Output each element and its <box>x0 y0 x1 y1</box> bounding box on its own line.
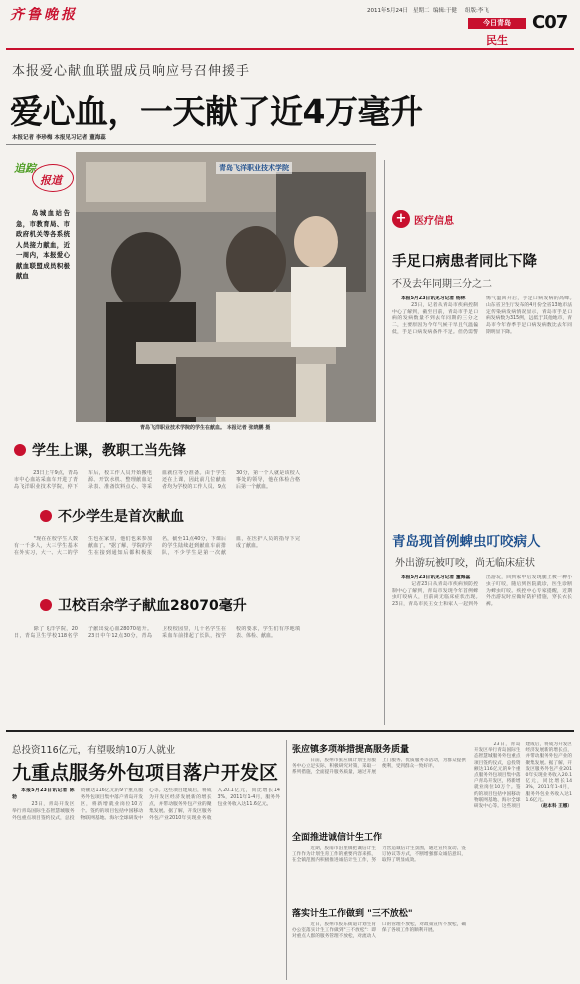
medical-info-label: 医疗信息 <box>414 215 454 227</box>
sub3-body <box>14 626 374 720</box>
bottom-body <box>12 788 280 980</box>
section-tab: 今日青岛 <box>468 18 526 29</box>
lead-intro-text: 岛城血站告急，市教育局、市政府机关等各系统人员接力献血，近一周内，本报爱心献血联盟成员积极献血 <box>16 209 70 280</box>
section-name: 民生 <box>486 34 508 47</box>
a2-body <box>292 846 466 886</box>
page-number: C07 <box>532 12 568 33</box>
sub3-heading <box>40 597 247 613</box>
art1-title: 手足口病患者同比下降 <box>392 254 537 270</box>
art1-byline: 本报5月23日讯见习记者 杨林 <box>401 296 466 301</box>
right-bottom-body <box>474 742 572 978</box>
medical-cross-icon: + <box>392 210 410 228</box>
art2-subtitle: 外出游玩被叮咬，尚无临床症状 <box>395 558 535 569</box>
medical-info-logo <box>392 208 454 230</box>
tracking-logo-a: 追踪 <box>14 162 36 175</box>
a1-body <box>292 758 466 802</box>
sub2-text: "现在在校学生人数有一千多人，大三学生基本在外实习，大一、大二的学生也在家里，他们也来参加献血了。"据了解，学院的学生在接到通知后都积极报名，截至11点40分，下课后的学生陆续赶到献血车前排队，不少学生是第一次献血，在医护人员的指导下完成了献血。 <box>14 536 300 556</box>
right-bottom-byline: （赵本科 王娜） <box>538 804 572 810</box>
a2-title: 全面推进诚信计生工作 <box>292 833 383 843</box>
tracking-report-logo <box>14 158 74 200</box>
masthead <box>0 0 580 50</box>
right-bottom-text: 23日，青岛开发区举行青岛国际生态智慧城服务外包重点项目签约仪式，总投资额达116亿元的9个重点服务外包项目集中落户青岛开发区，将新增就业岗位10万个。签约的项目包括中国移动物联网基地、海尔全球研发中心等。这些项目建成后，将成为开发区经济发展新的增长点，并带动服务外包产业的聚集发展。据了解，开发区服务外包产业2010年实现业务收入20.1亿元，同比增长143%，2011年1-4月，服务外包业务收入达11.6亿元。 <box>474 742 572 810</box>
art2-title: 青岛现首例蜱虫叮咬病人 <box>392 534 541 550</box>
masthead-editor: 编辑:于健 <box>433 8 457 14</box>
masthead-weekday: 星期二 <box>413 8 430 14</box>
art2-byline: 本报5月23日讯见习记者 董海蕊 <box>401 575 471 580</box>
sub1-text: 23日上午9点，青岛市中心血站采血车开进了青岛飞洋职业技术学院，停下车后，校工作人员开始搬电源、开饮水机、整理献血记录表、准备饮料点心、等采血就位等分准备。由于学生还在上课，因此前几位献血者均为学校的工作人员、9点30分，第一个人就是该校人事处的领导，他在体检合格后第一个献血。 <box>14 470 300 490</box>
masthead-date: 2011年5月24日 <box>367 8 408 14</box>
art1-body <box>392 296 572 504</box>
a3-title: 落实计生工作做到 "三不放松" <box>292 909 413 919</box>
a1-text: 日前，胶州市张应镇计划生育服务中心立足实际，积极研究对策，采取一系列措施，全面提升服务质量，通过开展上门服务、优质服务等活动，为群众提供便利，受到群众一致好评。 <box>292 758 466 776</box>
sub2-heading <box>40 508 184 524</box>
photo-image <box>76 152 376 422</box>
bottom-text: 23日，青岛开发区举行青岛国际生态智慧城服务外包重点项目签约仪式，总投资额达116亿元的9个重点服务外包项目集中落户青岛开发区，将新增就业岗位10万个。签约的项目包括中国移动物联网基地、海尔全球研发中心等。这些项目建成后，将成为开发区经济发展新的增长点，并带动服务外包产业的聚集发展。据了解，开发区服务外包产业2010年实现业务收入20.1亿元，同比增长143%，2011年1-4月，服务外包业务收入达11.6亿元。 <box>12 788 280 821</box>
art2-body <box>392 575 572 725</box>
masthead-logo: 齐鲁晚报 <box>10 7 78 23</box>
masthead-design: 组版:李飞 <box>465 8 489 14</box>
a3-text: 近日，胶州市胶东街道计划生育办公室落实计生工作做到"三不放松"：即对重点人群的服务管理不放松，对流动人口的管理不放松，对政策宣传不放松，确保了各项工作的顺利开展。 <box>292 922 466 940</box>
sub3-title: 卫校百余学子献血28070毫升 <box>58 598 247 614</box>
sub3-text: 除了飞洋学院，20日，青岛卫生学校118名学子献出爱心血28070毫升。23日中午12点30分，青岛卫校校园里，几十名学生在采血车前排起了长队，按学校的要求，学生们有序地填表、体检、献血。 <box>14 626 300 639</box>
tracking-logo-b: 报道 <box>40 174 62 187</box>
sub2-title: 不少学生是首次献血 <box>58 509 184 525</box>
bottom-headline: 九重点服务外包项目落户开发区 <box>12 762 279 784</box>
sub1-title: 学生上课，教职工当先锋 <box>32 443 186 459</box>
a1-title: 张应镇多项举措提高服务质量 <box>292 745 410 755</box>
photo-caption: 青岛飞洋职业技术学院的学生在献血。 本报记者 张晓鹏 摄 <box>140 425 271 431</box>
bullet-icon <box>40 599 52 611</box>
sub1-heading <box>14 442 186 458</box>
lead-kicker: 本报爱心献血联盟成员响应号召伸援手 <box>12 64 251 79</box>
bullet-icon <box>14 444 26 456</box>
lead-byline: 本报记者 李珍梅 本报见习记者 董海蕊 <box>12 135 106 141</box>
art2-text: 记者23日从青岛市疾病预防控制中心了解到，青岛市发现今年首例蜱虫叮咬病人，目前尚无临床症状出现。 23日，青岛市民王女士和家人一起到外出游玩，回到家中后发现腿上被一种小虫子叮咬，随后到医院就诊，医生诊断为蜱虫叮咬。疾控中心专家提醒，近期外出游玩时应做好防护措施，穿长衣长裤。 <box>392 575 572 608</box>
photo-label: 青岛飞洋职业技术学院 <box>216 162 292 174</box>
sub2-body <box>14 536 374 594</box>
a3-body <box>292 922 466 980</box>
bottom-byline: 本报5月23日讯记者 陈勃 <box>12 788 75 800</box>
bottom-kicker: 总投资116亿元，有望吸纳10万人就业 <box>12 745 176 756</box>
bullet-icon <box>40 510 52 522</box>
lead-headline: 爱心血，一天献了近4万毫升 <box>10 92 423 131</box>
lead-intro <box>16 208 70 372</box>
lead-photo <box>76 152 376 422</box>
art1-subtitle: 不及去年同期三分之二 <box>392 279 492 290</box>
art1-text: 23日，记者从青岛市疾病控制中心了解到，截至目前，青岛市手足口病的发病数量不到去年同期的三分之二，主要原因为今年气候干旱且气温偏低，手足口病发病条件不足。但仍需警惕气温回升后，手足口病发病的高峰。 山东省卫生厅发布的4月份全省13地市法定传染病发病情况显示，青岛市手足口病发病数为315例，远低于其他地市，青岛市今年春季手足口病发病数比去年同期明显下降。 <box>392 296 572 335</box>
a2-text: 近期，胶南市泊里镇把诚信计生工作作为计划生育工作的重要内容来抓，在全镇范围内积极推进诚信计生工作，努力营造诚信计生氛围，通过宣传发动、签订协议等方式，不断增强群众诚信意识，取得了明显成效。 <box>292 846 466 864</box>
